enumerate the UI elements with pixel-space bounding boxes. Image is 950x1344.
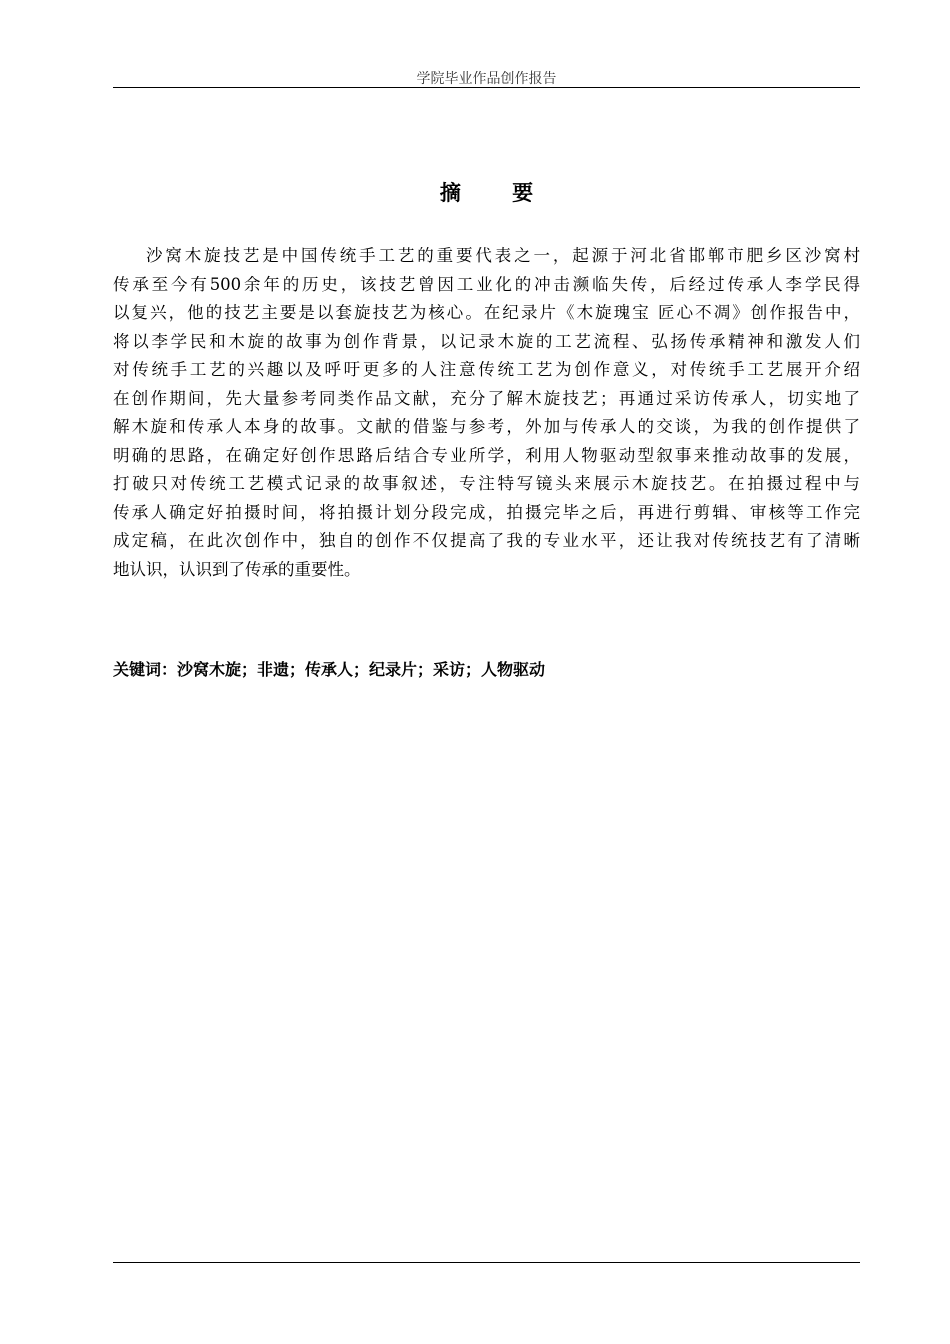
abstract-line: 传承至今有500余年的历史，该技艺曾因工业化的冲击濒临失传，后经过传承人李学民得 [113, 274, 860, 294]
header-divider [113, 87, 860, 88]
abstract-line: 沙窝木旋技艺是中国传统手工艺的重要代表之一，起源于河北省邯郸市肥乡区沙窝村 [146, 246, 860, 265]
abstract-body [113, 242, 860, 584]
page-header: 学院毕业作品创作报告 [416, 71, 557, 87]
abstract-line: 在创作期间，先大量参考同类作品文献，充分了解木旋技艺；再通过采访传承人，切实地了 [113, 388, 860, 408]
footer-divider [113, 1262, 860, 1263]
abstract-line: 地认识，认识到了传承的重要性。 [113, 559, 361, 579]
abstract-line: 明确的思路，在确定好创作思路后结合专业所学，利用人物驱动型叙事来推动故事的发展， [113, 445, 860, 465]
abstract-line: 成定稿，在此次创作中，独自的创作不仅提高了我的专业水平，还让我对传统技艺有了清晰 [113, 531, 860, 550]
abstract-line: 以复兴，他的技艺主要是以套旋技艺为核心。在纪录片《木旋瑰宝 匠心不凋》创作报告中， [113, 303, 860, 322]
keywords: 关键词：沙窝木旋；非遗；传承人；纪录片；采访；人物驱动 [113, 660, 546, 679]
abstract-line: 打破只对传统工艺模式记录的故事叙述，专注特写镜头来展示木旋技艺。在拍摄过程中与 [113, 474, 860, 493]
abstract-line: 对传统手工艺的兴趣以及呼吁更多的人注意传统工艺为创作意义，对传统手工艺展开介绍 [113, 360, 860, 379]
abstract-line: 将以李学民和木旋的故事为创作背景，以记录木旋的工艺流程、弘扬传承精神和激发人们 [113, 331, 860, 351]
abstract-line: 解木旋和传承人本身的故事。文献的借鉴与参考，外加与传承人的交谈，为我的创作提供了 [113, 417, 860, 436]
abstract-title: 摘 要 [439, 181, 556, 205]
abstract-line: 传承人确定好拍摄时间，将拍摄计划分段完成，拍摄完毕之后，再进行剪辑、审核等工作完 [113, 502, 860, 522]
